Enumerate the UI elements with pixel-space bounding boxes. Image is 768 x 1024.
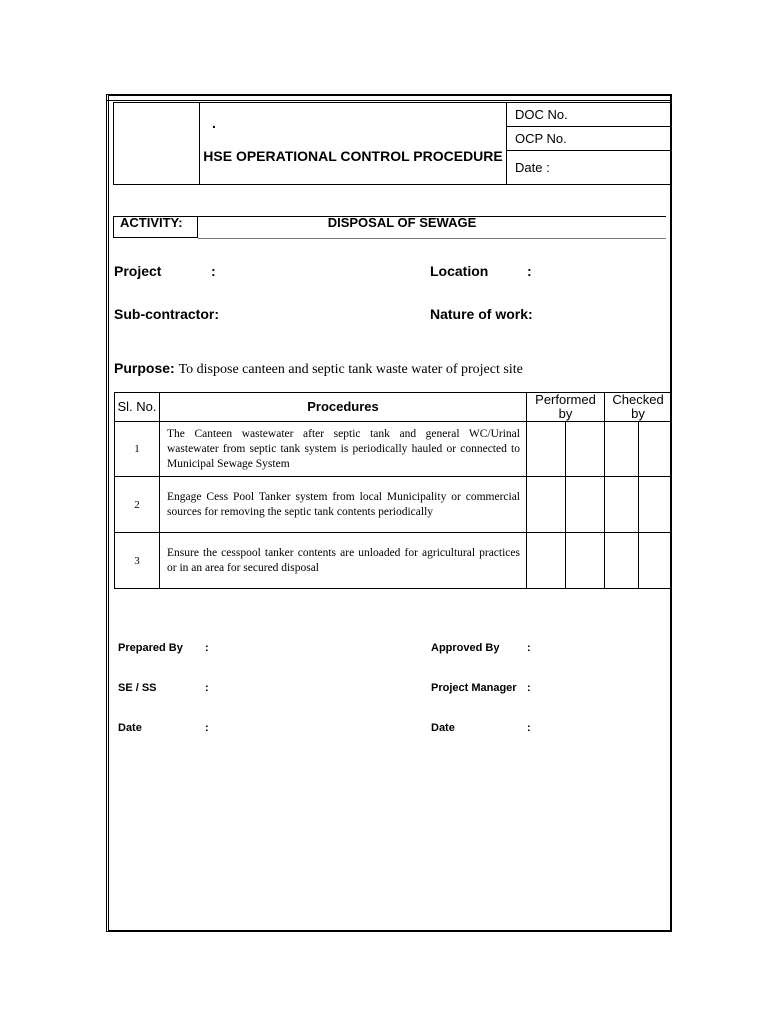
table-header-row (115, 393, 672, 422)
header-dot: . (212, 115, 216, 131)
procedure-text: Ensure the cesspool tanker contents are unloaded for agricultural practices or in an area for secured disposal (160, 533, 527, 589)
header-title-cell (200, 103, 507, 185)
activity-label: ACTIVITY: (120, 215, 183, 230)
document-header (113, 102, 671, 185)
prepared-by-colon: : (205, 642, 209, 654)
doc-no-label: DOC No. (507, 103, 671, 127)
performed-by-cell (566, 477, 605, 533)
procedure-text: The Canteen wastewater after septic tank and general WC/Urinal wastewater from septic tank system is periodically hauled or connected to Municipal Sewage System (160, 422, 527, 477)
row-number: 3 (115, 533, 160, 589)
logo-cell (114, 103, 200, 185)
table-row (115, 477, 672, 533)
checked-by-cell (605, 533, 639, 589)
checked-by-cell (605, 477, 639, 533)
approved-by-colon: : (527, 642, 531, 654)
purpose-label: Purpose: (114, 360, 175, 376)
date-right-label: Date (431, 722, 455, 734)
checked-by-cell (639, 422, 672, 477)
location-colon: : (527, 263, 532, 279)
date-left-label: Date (118, 722, 142, 734)
purpose-text: To dispose canteen and septic tank waste water of project site (178, 362, 523, 377)
page-title: HSE OPERATIONAL CONTROL PROCEDURE (203, 147, 503, 164)
performed-by-cell (566, 422, 605, 477)
subcontractor-label: Sub-contractor: (114, 306, 219, 322)
checked-by-cell (639, 533, 672, 589)
col-header-performed-by: Performed by (527, 393, 605, 422)
project-manager-label: Project Manager (431, 682, 517, 694)
checked-by-cell (605, 422, 639, 477)
table-row (115, 533, 672, 589)
prepared-by-label: Prepared By (118, 642, 183, 654)
col-header-procedures: Procedures (160, 393, 527, 422)
project-colon: : (211, 263, 216, 279)
date-left-colon: : (205, 722, 209, 734)
frame-top-line (106, 100, 672, 101)
col-header-checked-by: Checked by (605, 393, 672, 422)
procedures-table (114, 392, 672, 589)
project-manager-colon: : (527, 682, 531, 694)
col-header-sl-no: Sl. No. (115, 393, 160, 422)
date-label: Date : (507, 151, 671, 185)
project-label: Project (114, 263, 162, 279)
location-label: Location (430, 263, 489, 279)
procedure-text: Engage Cess Pool Tanker system from local Municipality or commercial sources for removing the septic tank contents periodically (160, 477, 527, 533)
performed-by-cell (527, 533, 566, 589)
date-right-colon: : (527, 722, 531, 734)
activity-value: DISPOSAL OF SEWAGE (327, 215, 477, 230)
se-ss-colon: : (205, 682, 209, 694)
approved-by-label: Approved By (431, 642, 500, 654)
checked-by-cell (639, 477, 672, 533)
se-ss-label: SE / SS (118, 682, 157, 694)
performed-by-cell (527, 477, 566, 533)
row-number: 1 (115, 422, 160, 477)
performed-by-cell (566, 533, 605, 589)
nature-of-work-label: Nature of work: (430, 306, 533, 322)
activity-line-bottom (198, 238, 666, 239)
table-row (115, 422, 672, 477)
performed-by-cell (527, 422, 566, 477)
purpose-line (114, 360, 523, 378)
ocp-no-label: OCP No. (507, 127, 671, 151)
row-number: 2 (115, 477, 160, 533)
